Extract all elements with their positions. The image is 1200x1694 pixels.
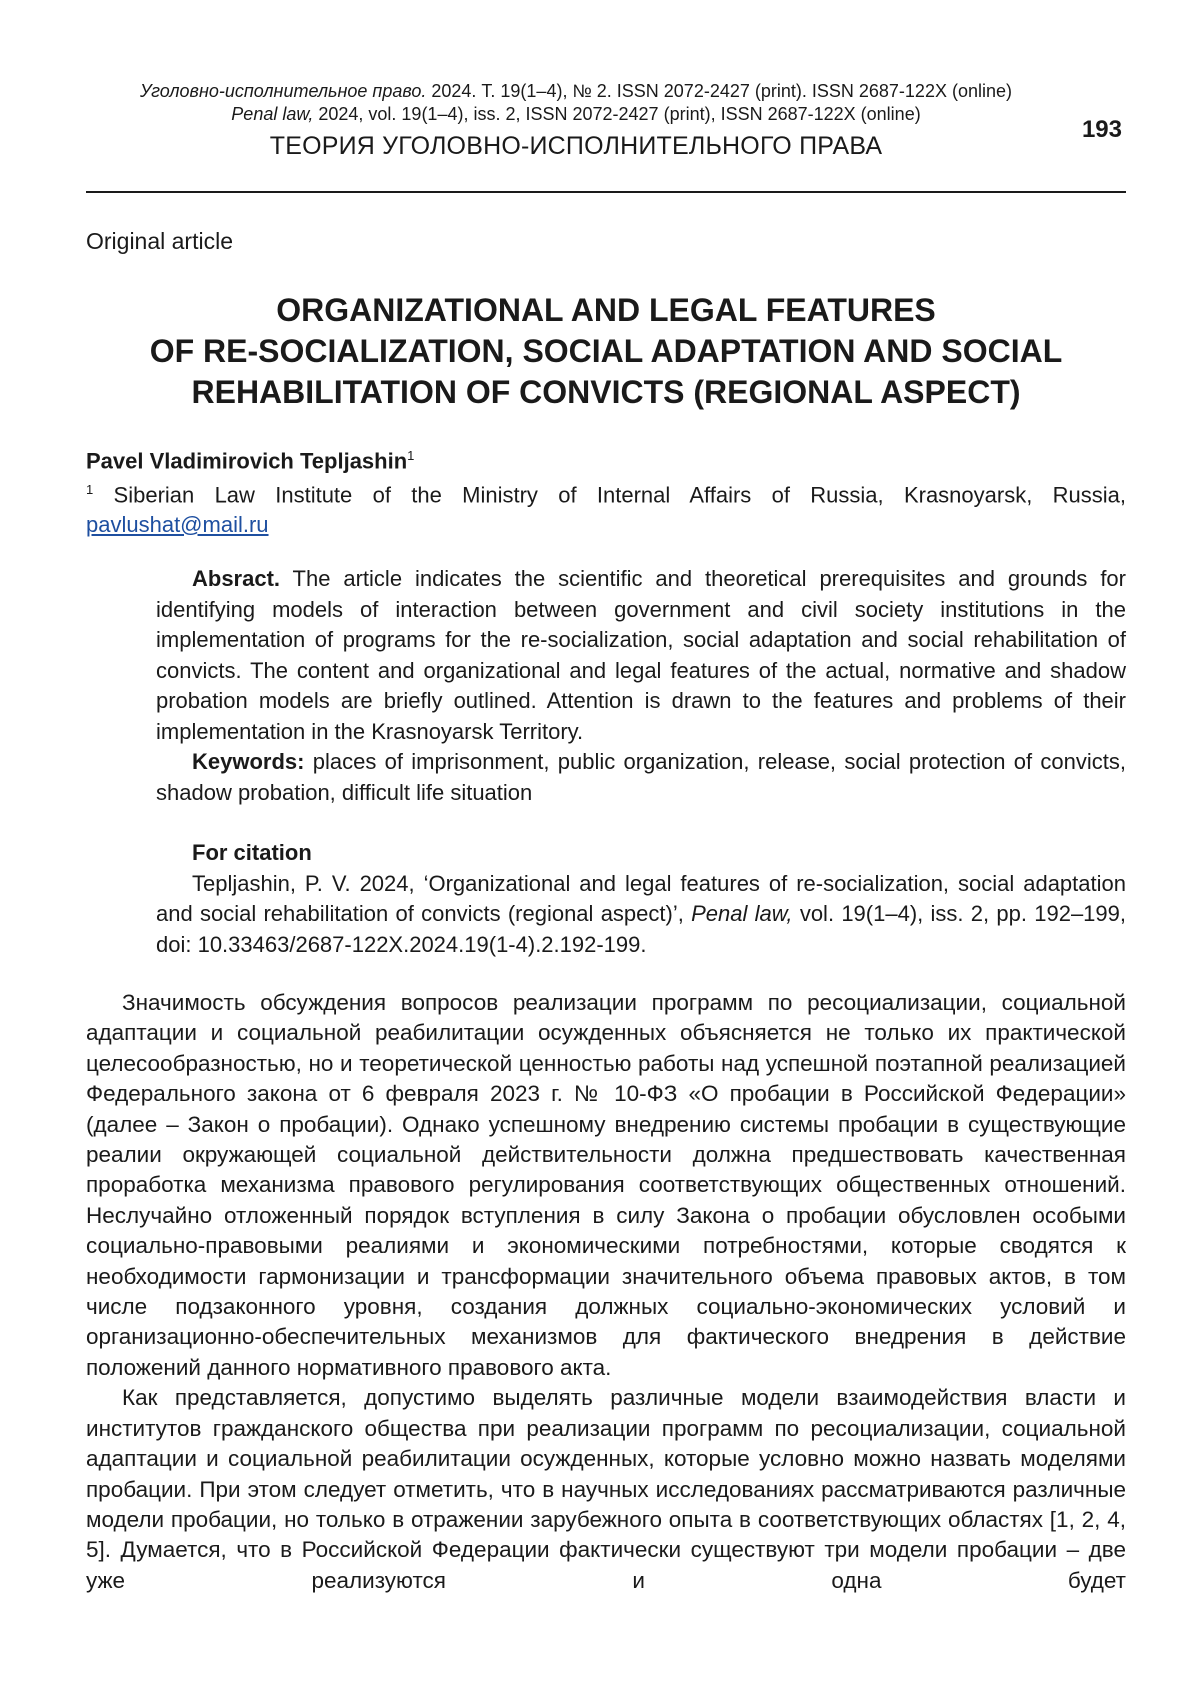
abstract-text: The article indicates the scientific and theoretical prerequisites and grounds for identifying models of interaction between government and civil society institutions in the implementation of programs for the re-socialization, social adaptation and social rehabilitation of convicts. The content and organizational and legal features of the actual, normative and shadow probation models are briefly outlined. Attention is drawn to the features and problems of their implementation in the Krasnoyarsk Territory.: [156, 566, 1126, 744]
keywords-label: Keywords:: [192, 749, 305, 774]
citation-text: [156, 869, 1126, 961]
author-affiliation: [86, 475, 1126, 509]
journal-details-ru: 2024. Т. 19(1–4), № 2. ISSN 2072-2427 (print). ISSN 2687-122X (online): [426, 81, 1012, 101]
journal-citation-ru: [86, 80, 1126, 103]
affiliation-text: Siberian Law Institute of the Ministry of Internal Affairs of Russia, Krasnoyarsk, Russia,: [93, 482, 1126, 508]
citation-label: For citation: [192, 840, 312, 865]
affiliation-mark: 1: [86, 482, 94, 498]
author-block: [86, 441, 1126, 539]
citation-block: [156, 838, 1126, 960]
abstract-block: [156, 564, 1126, 808]
journal-title-ru: Уголовно-исполнительное право.: [140, 81, 427, 101]
abstract: [156, 564, 1126, 747]
article-body: [86, 988, 1126, 1596]
body-paragraph: Как представляется, допустимо выделять различные модели взаимодействия власти и институтов гражданского общества при реализации программ по ресоциализации, социальной адаптации и социальной реабилитации осужденных, которые условно можно назвать моделями пробации. При этом следует отметить, что в научных исследованиях рассматриваются различные модели пробации, но только в отражении зарубежного опыта в соответствующих областях [1, 2, 4, 5]. Думается, что в Российской Федерации фактически существуют три модели пробации – две уже реализуются и одна будет: [86, 1385, 1126, 1593]
body-paragraph: Значимость обсуждения вопросов реализации программ по ресоциализации, социальной адаптации и социальной реабилитации осужденных объясняется не только их практической целесообразностью, но и теоретической ценностью работы над успешной поэтапной реализацией Федерального закона от 6 февраля 2023 г. № 10-ФЗ «О пробации в Российской Федерации» (далее – Закон о пробации). Однако успешному внедрению системы пробации в существующие реалии окружающей социальной действительности должна предшествовать качественная проработка механизма правового регулирования соответствующих общественных отношений. Неслучайно отложенный порядок вступления в силу Закона о пробации обусловлен особыми социально-правовыми реалиями и экономическими потребностями, которые сводятся к необходимости гармонизации и трансформации значительного объема правовых актов, в том числе подзаконного уровня, создания должных социально-экономических условий и организационно-обеспечительных механизмов для фактического внедрения в действие положений данного нормативного правового акта.: [86, 990, 1126, 1380]
keywords-text: places of imprisonment, public organization, release, social protection of convicts, shadow probation, difficult life situation: [156, 749, 1126, 805]
author-email-link[interactable]: pavlushat@mail.ru: [86, 511, 269, 537]
title-line: ORGANIZATIONAL AND LEGAL FEATURES: [276, 292, 936, 328]
title-line: OF RE-SOCIALIZATION, SOCIAL ADAPTATION AND SOCIAL: [149, 333, 1063, 369]
keywords: [156, 747, 1126, 808]
section-title: ТЕОРИЯ УГОЛОВНО-ИСПОЛНИТЕЛЬНОГО ПРАВА: [269, 132, 883, 160]
citation-text-start: Tepljashin, P. V. 2024, ‘Organizational and legal features of re-socialization, social adaptation and social rehabilitation of convicts (regional aspect)’,: [156, 870, 1126, 926]
author-affiliation-mark: 1: [407, 448, 415, 463]
author-name: [86, 441, 1126, 475]
citation-journal: Penal law,: [691, 901, 793, 926]
title-line: REHABILITATION OF CONVICTS (REGIONAL ASPECT): [191, 374, 1021, 410]
citation-text-end: vol. 19(1–4), iss. 2, pp. 192–199, doi: 10.33463/2687-122X.2024.19(1-4).2.192-199.: [156, 901, 1127, 957]
author-name-text: Pavel Vladimirovich Tepljashin: [86, 448, 408, 474]
page-number: 193: [1081, 116, 1122, 143]
journal-citation-en: [86, 103, 1126, 126]
journal-title-en: Penal law,: [231, 104, 314, 124]
running-header: [86, 80, 1126, 161]
header-divider: [86, 191, 1126, 193]
journal-details-en: 2024, vol. 19(1–4), iss. 2, ISSN 2072-2427 (print), ISSN 2687-122X (online): [313, 104, 921, 124]
abstract-label: Absract.: [192, 566, 281, 591]
article-title: [86, 290, 1126, 413]
article-type: Original article: [86, 228, 233, 254]
